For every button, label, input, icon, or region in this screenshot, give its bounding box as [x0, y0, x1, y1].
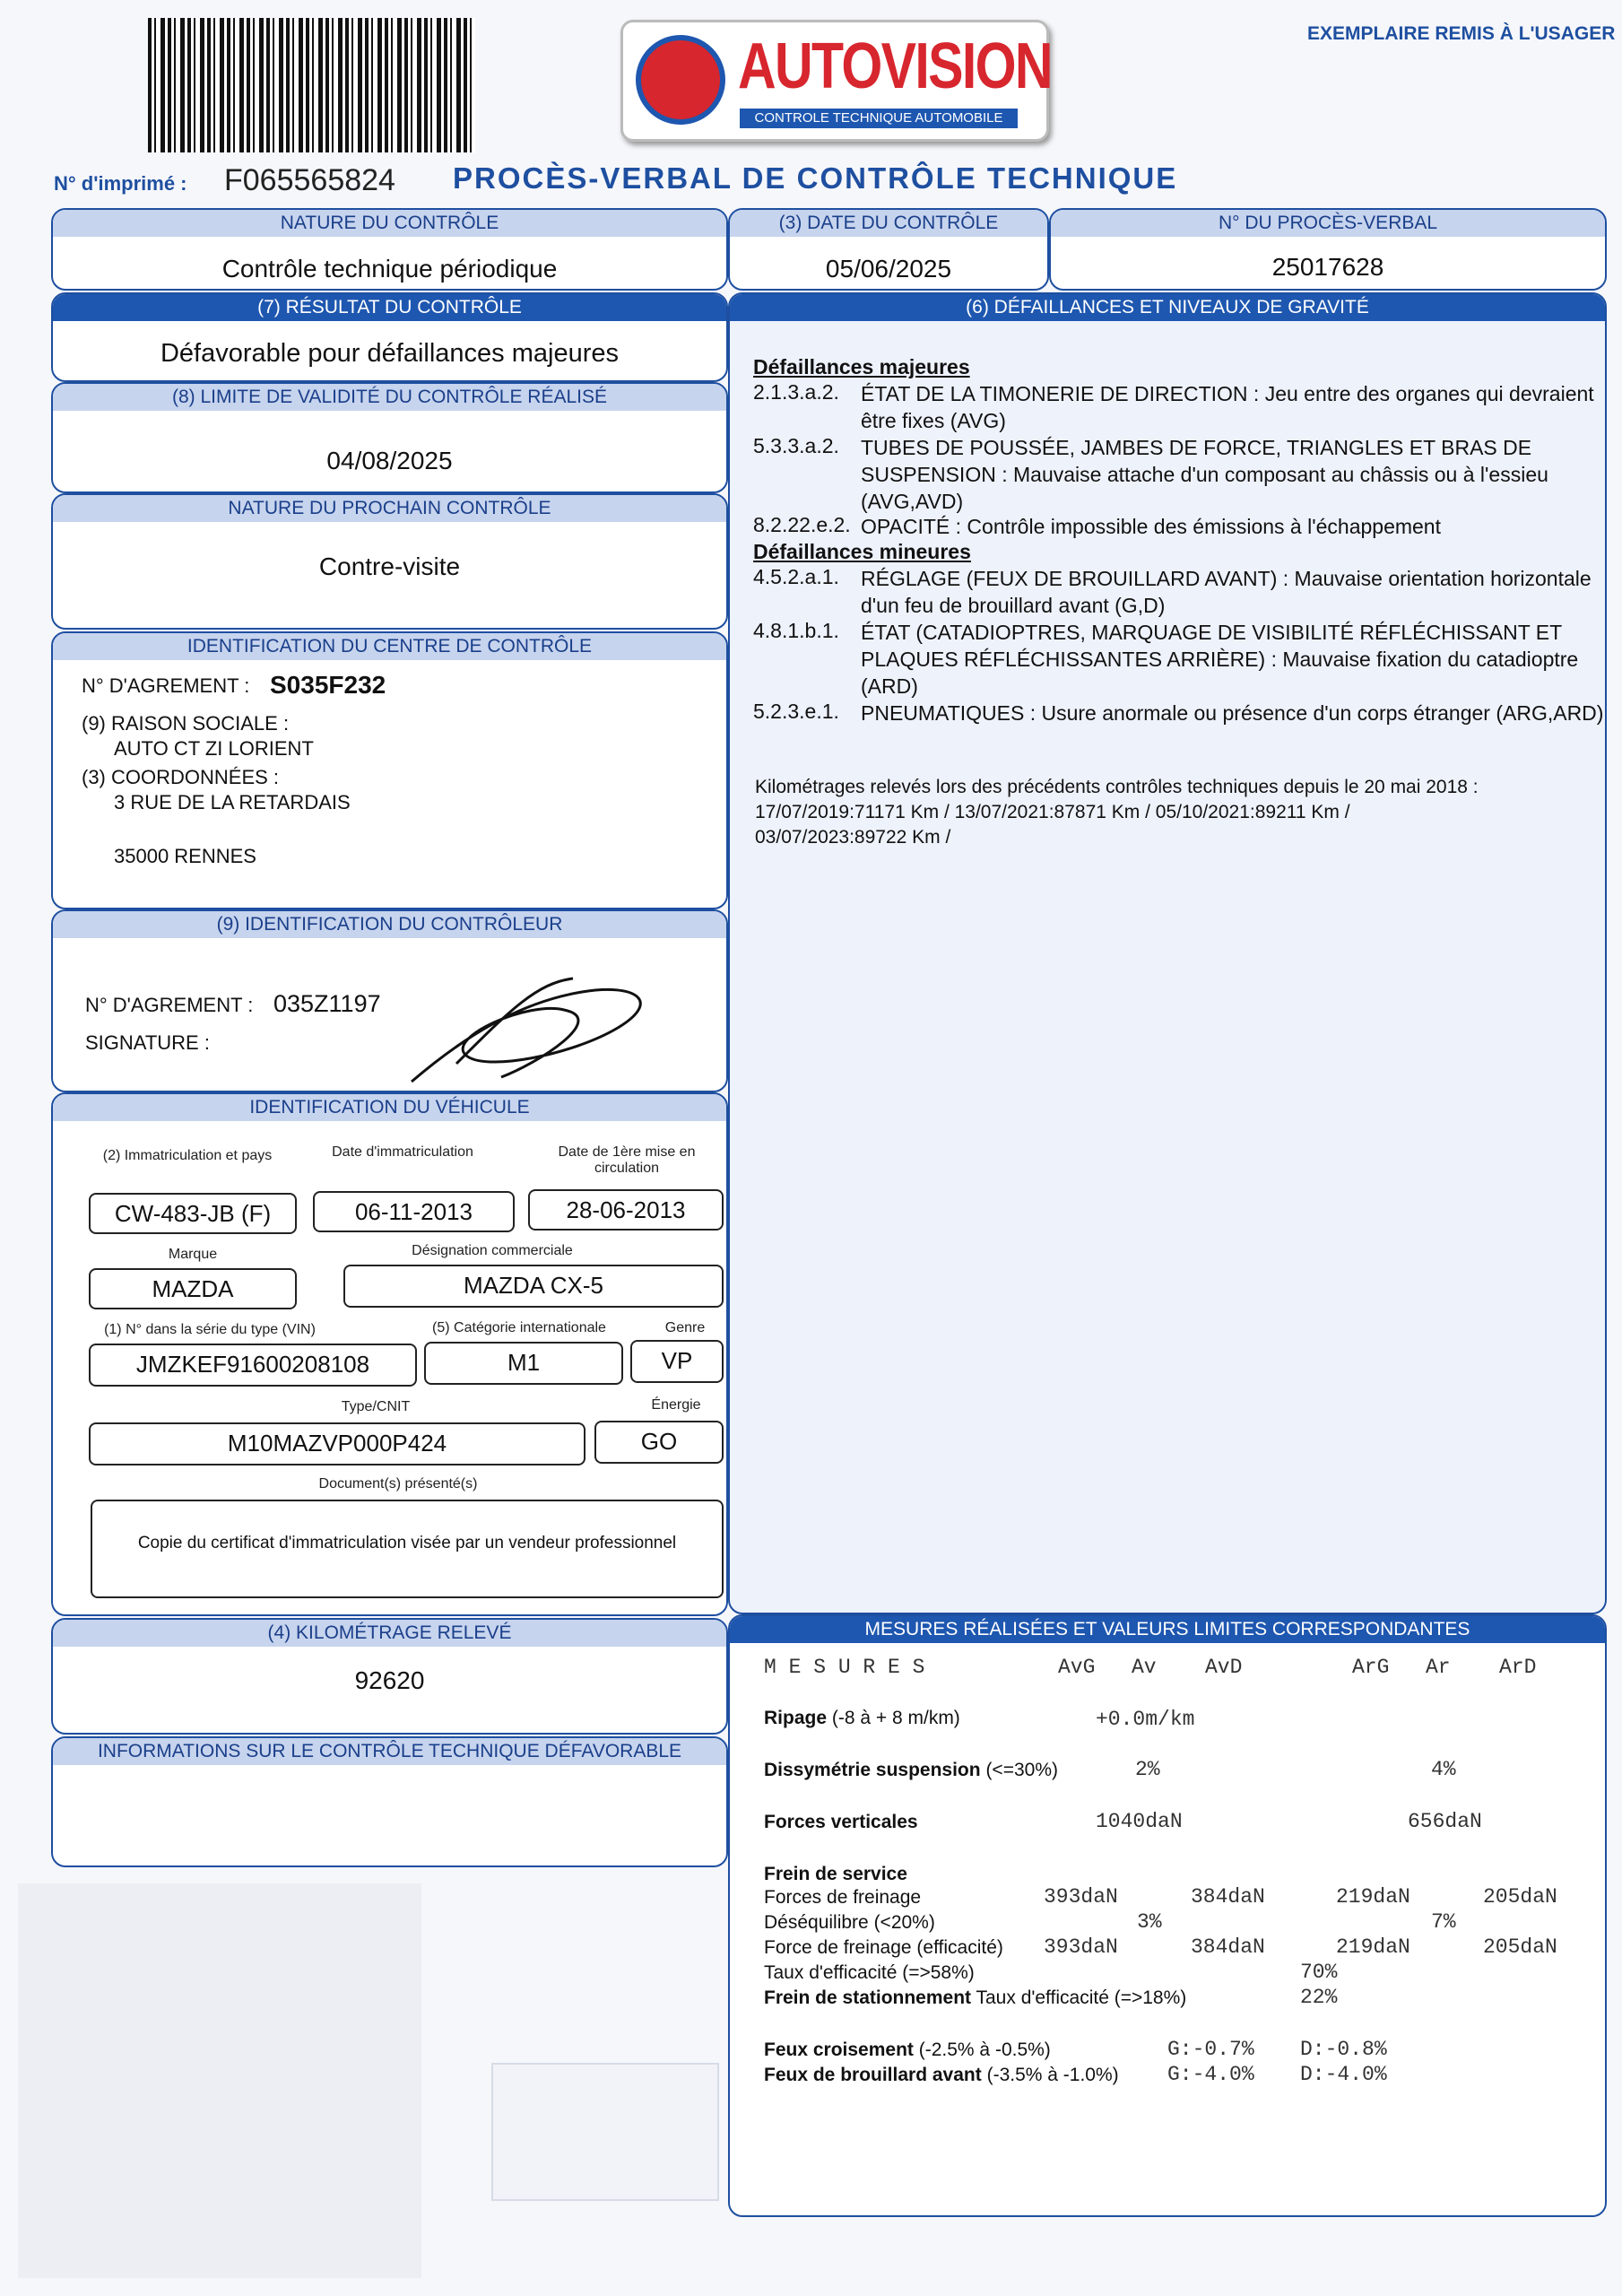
address-line-2: 35000 RENNES: [114, 845, 256, 867]
parking-rate: 22%: [1300, 1986, 1338, 2009]
pv-box: [1049, 208, 1607, 291]
braking-forces-label: Forces de freinage: [764, 1887, 922, 1908]
dissym-label: Dissymétrie suspension (<=30%): [764, 1760, 1058, 1780]
major-defect-code-3: 8.2.22.e.2.: [753, 513, 851, 536]
print-number-value: F065565824: [224, 163, 395, 197]
barcode: [148, 18, 475, 152]
low-beam-label: Feux croisement (-2.5% à -0.5%): [764, 2039, 1051, 2060]
nature-value: Contrôle technique périodique: [221, 255, 558, 283]
col-ard: ArD: [1499, 1656, 1537, 1679]
braking-avd: 384daN: [1191, 1885, 1265, 1909]
reg-field: CW-483-JB (F): [89, 1193, 297, 1234]
pv-header: N° DU PROCÈS-VERBAL: [1051, 210, 1605, 237]
mileage-history-intro: Kilométrages relevés lors des précédents contrôles techniques depuis le 20 mai 2018 :: [755, 777, 1479, 797]
dissym-ar: 4%: [1431, 1758, 1456, 1781]
brand-label: Marque: [168, 1247, 218, 1262]
ripage-label: Ripage (-8 à + 8 m/km): [764, 1708, 960, 1728]
nature-box: [51, 208, 728, 291]
result-box: [51, 292, 728, 382]
blank-stamp-area: [491, 2063, 719, 2201]
next-control-box: [51, 493, 728, 630]
vertical-forces-av: 1040daN: [1096, 1810, 1183, 1833]
signature: [403, 974, 690, 1091]
regdate-label: Date d'immatriculation: [332, 1144, 473, 1160]
blank-area: [18, 1883, 421, 2278]
efficiency-rate-label: Taux d'efficacité (=>58%): [764, 1962, 975, 1983]
autovision-logo: [620, 20, 1052, 142]
dissym-av: 2%: [1135, 1758, 1160, 1781]
low-beam-g: G:-0.7%: [1167, 2038, 1254, 2061]
date-value: 05/06/2025: [825, 255, 952, 283]
first-circulation-label: Date de 1ère mise en circulation: [558, 1144, 696, 1176]
col-arg: ArG: [1352, 1656, 1390, 1679]
category-field: M1: [424, 1342, 623, 1385]
controller-header: (9) IDENTIFICATION DU CONTRÔLEUR: [53, 911, 726, 938]
major-defect-code-2: 5.3.3.a.2.: [753, 434, 839, 457]
vertical-forces-label: Forces verticales: [764, 1812, 918, 1832]
imbalance-label: Déséquilibre (<20%): [764, 1912, 935, 1933]
eff-force-avg: 393daN: [1044, 1935, 1118, 1959]
model-label: Désignation commerciale: [412, 1243, 573, 1258]
service-brake-label: Frein de service: [764, 1864, 907, 1884]
model-field: MAZDA CX-5: [343, 1265, 724, 1308]
low-beam-d: D:-0.8%: [1300, 2038, 1387, 2061]
vin-field: JMZKEF91600208108: [89, 1344, 417, 1387]
minor-defect-2: ÉTAT (CATADIOPTRES, MARQUAGE DE VISIBILITÉ RÉFLÉCHISSANT ET PLAQUES RÉFLÉCHISSANTES ARRIÈRE) : Mauvaise fixation du catadioptre (ARD): [861, 621, 1579, 698]
result-value: Défavorable pour défaillances majeures: [160, 339, 619, 368]
mileage-history-line-1: 17/07/2019:71171 Km / 13/07/2021:87871 Km / 05/10/2021:89211 Km /: [755, 802, 1350, 822]
fog-light-g: G:-4.0%: [1167, 2063, 1254, 2086]
pv-value: 25017628: [1271, 253, 1384, 281]
category-label: (5) Catégorie internationale: [432, 1320, 606, 1335]
fog-light-d: D:-4.0%: [1300, 2063, 1387, 2086]
col-ar: Ar: [1426, 1656, 1451, 1679]
reg-label: (2) Immatriculation et pays: [102, 1148, 273, 1163]
date-box: [728, 208, 1049, 291]
defects-header: (6) DÉFAILLANCES ET NIVEAUX DE GRAVITÉ: [730, 294, 1605, 321]
logo-brand: AUTOVISION: [738, 30, 1052, 102]
col-avd: AvD: [1205, 1656, 1243, 1679]
braking-ard: 205daN: [1483, 1885, 1557, 1909]
controller-box: [51, 909, 728, 1092]
controller-agreement-value: 035Z1197: [273, 990, 381, 1017]
validity-box: [51, 382, 728, 493]
logo-emblem-icon: [636, 35, 725, 125]
major-defect-2: TUBES DE POUSSÉE, JAMBES DE FORCE, TRIANGLES ET BRAS DE SUSPENSION : Mauvaise attache d'un composant au châssis ou à l'essieu (AVG,AVD): [861, 436, 1548, 513]
type-label: Type/CNIT: [341, 1399, 411, 1414]
col-av: Av: [1132, 1656, 1157, 1679]
eff-force-ard: 205daN: [1483, 1935, 1557, 1959]
ripage-value: +0.0m/km: [1096, 1708, 1195, 1731]
vehicle-box: [51, 1092, 728, 1616]
documents-field: [91, 1500, 724, 1598]
validity-value: 04/08/2025: [326, 447, 453, 474]
address-line-1: 3 RUE DE LA RETARDAIS: [114, 791, 351, 813]
energy-field: GO: [594, 1421, 724, 1464]
vertical-forces-ar: 656daN: [1408, 1810, 1482, 1833]
braking-avg: 393daN: [1044, 1885, 1118, 1909]
regdate-field: 06-11-2013: [313, 1191, 515, 1232]
eff-force-avd: 384daN: [1191, 1935, 1265, 1959]
documents-value: Copie du certificat d'immatriculation visée par un vendeur professionnel: [137, 1534, 677, 1552]
minor-defect-code-2: 4.8.1.b.1.: [753, 619, 839, 642]
print-number-label: N° d'imprimé :: [54, 172, 187, 195]
mileage-value: 92620: [354, 1666, 425, 1694]
coord-label: (3) COORDONNÉES :: [82, 766, 280, 788]
mileage-history-line-2: 03/07/2023:89722 Km /: [755, 827, 951, 848]
efficiency-force-label: Force de freinage (efficacité): [764, 1937, 1003, 1958]
minor-defect-code-1: 4.5.2.a.1.: [753, 565, 839, 588]
imbalance-ar: 7%: [1431, 1910, 1456, 1934]
genre-field: VP: [630, 1340, 724, 1383]
col-avg: AvG: [1058, 1656, 1096, 1679]
center-header: IDENTIFICATION DU CENTRE DE CONTRÔLE: [53, 633, 726, 660]
parking-brake-label: Frein de stationnement Taux d'efficacité (=>18%): [764, 1987, 1187, 2008]
center-agreement-label: N° D'AGREMENT :: [82, 674, 250, 697]
documents-label: Document(s) présenté(s): [318, 1476, 478, 1492]
center-agreement-value: S035F232: [270, 671, 386, 699]
fog-light-label: Feux de brouillard avant (-3.5% à -1.0%): [764, 2065, 1119, 2085]
first-circulation-field: 28-06-2013: [528, 1189, 724, 1231]
document-title: PROCÈS-VERBAL DE CONTRÔLE TECHNIQUE: [453, 161, 1178, 195]
major-defect-3: OPACITÉ : Contrôle impossible des émissions à l'échappement: [861, 515, 1441, 538]
center-box: [51, 631, 728, 909]
nature-header: NATURE DU CONTRÔLE: [53, 210, 726, 237]
energy-label: Énergie: [651, 1397, 701, 1413]
type-field: M10MAZVP000P424: [89, 1422, 585, 1465]
info-box: [51, 1736, 728, 1867]
vin-label: (1) N° dans la série du type (VIN): [104, 1322, 316, 1337]
efficiency-rate: 70%: [1300, 1961, 1338, 1984]
measures-title: M E S U R E S: [764, 1656, 925, 1679]
next-control-value: Contre-visite: [318, 552, 461, 580]
logo-tagline: CONTROLE TECHNIQUE AUTOMOBILE: [740, 109, 1018, 128]
genre-label: Genre: [664, 1320, 706, 1335]
mileage-header: (4) KILOMÉTRAGE RELEVÉ: [53, 1620, 726, 1647]
minor-defect-1: RÉGLAGE (FEUX DE BROUILLARD AVANT) : Mauvaise orientation horizontale d'un feu de brouillard avant (G,D): [861, 567, 1592, 617]
info-header: INFORMATIONS SUR LE CONTRÔLE TECHNIQUE DÉFAVORABLE: [53, 1738, 726, 1765]
vehicle-header: IDENTIFICATION DU VÉHICULE: [53, 1094, 726, 1121]
major-defects-title: Défaillances majeures: [753, 355, 970, 378]
copy-label: EXEMPLAIRE REMIS À L'USAGER: [1307, 23, 1616, 44]
mileage-box: [51, 1618, 728, 1735]
major-defect-1: ÉTAT DE LA TIMONERIE DE DIRECTION : Jeu entre des organes qui devraient être fixes (AVG): [861, 382, 1594, 432]
controller-agreement-label: N° D'AGREMENT :: [85, 994, 254, 1016]
brand-field: MAZDA: [89, 1268, 297, 1309]
validity-header: (8) LIMITE DE VALIDITÉ DU CONTRÔLE RÉALISÉ: [53, 384, 726, 411]
measures-header: MESURES RÉALISÉES ET VALEURS LIMITES CORRESPONDANTES: [730, 1616, 1605, 1643]
minor-defects-title: Défaillances mineures: [753, 540, 971, 563]
social-value: AUTO CT ZI LORIENT: [114, 737, 314, 760]
minor-defect-code-3: 5.2.3.e.1.: [753, 700, 839, 723]
signature-label: SIGNATURE :: [85, 1031, 210, 1054]
social-label: (9) RAISON SOCIALE :: [82, 712, 290, 735]
result-header: (7) RÉSULTAT DU CONTRÔLE: [53, 294, 726, 321]
minor-defect-3: PNEUMATIQUES : Usure anormale ou présence d'un corps étranger (ARG,ARD): [861, 701, 1604, 725]
major-defect-code-1: 2.1.3.a.2.: [753, 380, 839, 404]
date-header: (3) DATE DU CONTRÔLE: [730, 210, 1047, 237]
eff-force-arg: 219daN: [1336, 1935, 1410, 1959]
braking-arg: 219daN: [1336, 1885, 1410, 1909]
next-control-header: NATURE DU PROCHAIN CONTRÔLE: [53, 495, 726, 522]
imbalance-av: 3%: [1137, 1910, 1162, 1934]
